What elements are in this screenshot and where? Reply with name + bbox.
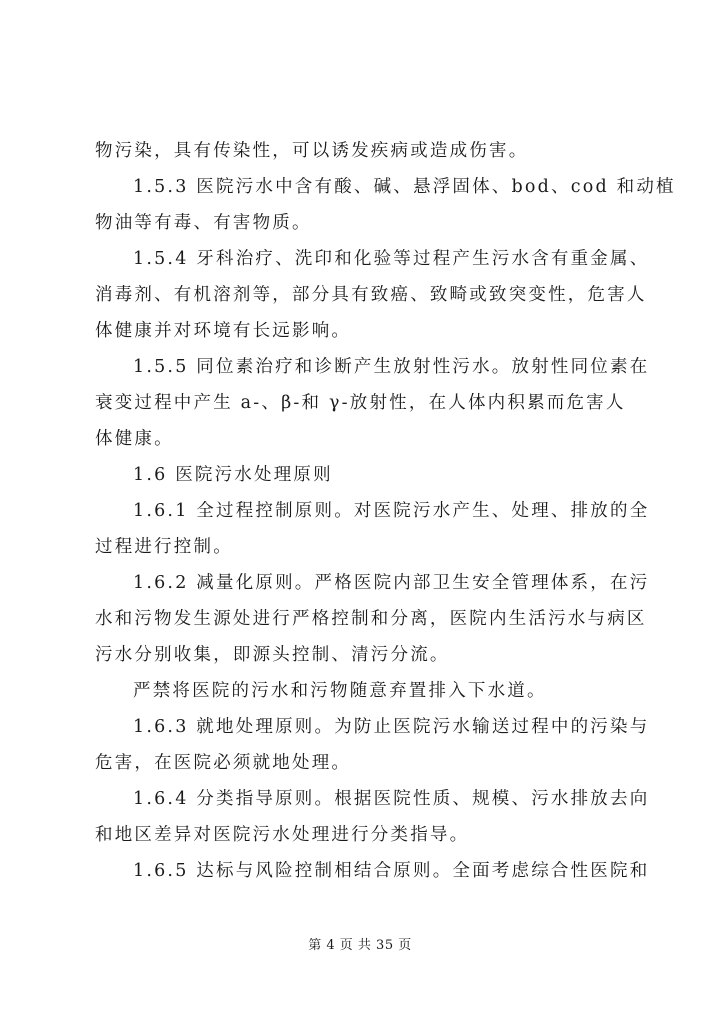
text-line: 严禁将医院的污水和污物随意弃置排入下水道。 bbox=[133, 681, 547, 701]
text-line: 1.6.2 减量化原则。严格医院内部卫生安全管理体系，在污 bbox=[133, 573, 650, 593]
section-heading: 1.6 医院污水处理原则 bbox=[133, 465, 333, 485]
document-body bbox=[95, 133, 676, 889]
text-line: 危害，在医院必须就地处理。 bbox=[95, 753, 352, 773]
text-line: 1.6.3 就地处理原则。为防止医院污水输送过程中的污染与 bbox=[133, 717, 650, 737]
text-line: 消毒剂、有机溶剂等，部分具有致癌、致畸或致突变性，危害人 bbox=[95, 285, 647, 305]
text-line: 水和污物发生源处进行严格控制和分离，医院内生活污水与病区 bbox=[95, 609, 647, 629]
text-line: 1.5.5 同位素治疗和诊断产生放射性污水。放射性同位素在 bbox=[133, 357, 650, 377]
text-line: 和地区差异对医院污水处理进行分类指导。 bbox=[95, 825, 470, 845]
text-line: 1.6.1 全过程控制原则。对医院污水产生、处理、排放的全 bbox=[133, 501, 650, 521]
text-line: 物污染，具有传染性，可以诱发疾病或造成伤害。 bbox=[95, 141, 529, 161]
text-line: 污水分别收集，即源头控制、清污分流。 bbox=[95, 645, 450, 665]
page-number-footer: 第 4 页 共 35 页 bbox=[308, 938, 412, 953]
text-line: 体健康。 bbox=[95, 429, 174, 449]
text-line: 1.5.3 医院污水中含有酸、碱、悬浮固体、bod、cod 和动植 bbox=[133, 177, 676, 197]
text-line: 衰变过程中产生 a-、β-和 γ-放射性，在人体内积累而危害人 bbox=[95, 393, 626, 413]
text-line: 物油等有毒、有害物质。 bbox=[95, 213, 312, 233]
text-line: 1.6.5 达标与风险控制相结合原则。全面考虑综合性医院和 bbox=[133, 861, 650, 881]
text-line: 1.6.4 分类指导原则。根据医院性质、规模、污水排放去向 bbox=[133, 789, 650, 809]
text-line: 体健康并对环境有长远影响。 bbox=[95, 321, 352, 341]
text-line: 1.5.4 牙科治疗、洗印和化验等过程产生污水含有重金属、 bbox=[133, 249, 650, 269]
text-line: 过程进行控制。 bbox=[95, 537, 233, 557]
